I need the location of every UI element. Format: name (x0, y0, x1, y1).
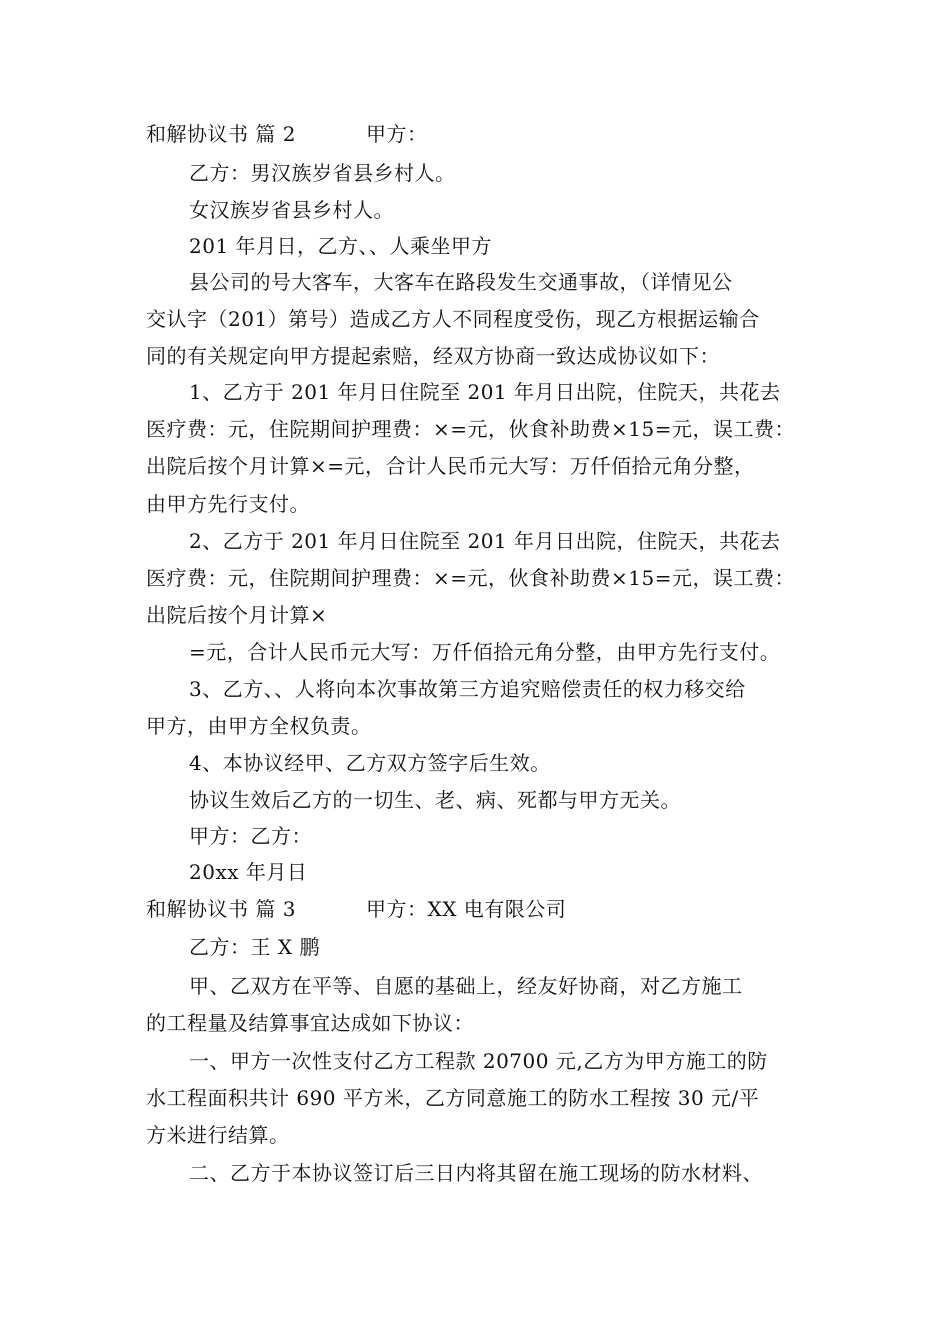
paragraph-line: 县公司的号大客车，大客车在路段发生交通事故，（详情见公 (189, 270, 733, 294)
paragraph-line: 出院后按个月计算×=元，合计人民币元大写：万仟佰拾元角分整， (146, 454, 755, 478)
clause-two: 二、乙方于本协议签订后三日内将其留在施工现场的防水材料、 (189, 1161, 763, 1185)
paragraph-line: 甲、乙双方在平等、自愿的基础上，经友好协商，对乙方施工 (189, 974, 743, 998)
paragraph-line: 方米进行结算。 (146, 1123, 290, 1147)
paragraph-line: 女汉族岁省县乡村人。 (189, 198, 394, 222)
paragraph-line: 201 年月日，乙方、、人乘坐甲方 (189, 234, 493, 258)
paragraph-line: 交认字（201）第号）造成乙方人不同程度受伤，现乙方根据运输合 (146, 307, 760, 331)
paragraph-line: =元，合计人民币元大写：万仟佰拾元角分整，由甲方先行支付。 (189, 640, 781, 664)
paragraph-line: 乙方：王 X 鹏 (189, 935, 320, 959)
signature-line: 甲方：乙方： (189, 824, 312, 848)
paragraph-line: 水工程面积共计 690 平方米，乙方同意施工的防水工程按 30 元/平 (146, 1086, 760, 1110)
clause-one: 一、甲方一次性支付乙方工程款 20700 元,乙方为甲方施工的防 (189, 1049, 768, 1073)
paragraph-line: 同的有关规定向甲方提起索赔，经双方协商一致达成协议如下： (146, 344, 720, 368)
paragraph-line: 由甲方先行支付。 (146, 492, 310, 516)
clause-3: 3、乙方、、人将向本次事故第三方追究赔偿责任的权力移交给 (189, 677, 746, 701)
clause-4: 4、本协议经甲、乙方双方签字后生效。 (189, 751, 551, 775)
clause-2: 2、乙方于 201 年月日住院至 201 年月日出院，住院天，共花去 (189, 529, 781, 553)
heading-title: 和解协议书 篇 2 (146, 122, 296, 146)
section-heading-2 (146, 116, 427, 153)
paragraph-line: 乙方：男汉族岁省县乡村人。 (189, 161, 456, 185)
heading-party-a: 甲方： (365, 122, 428, 146)
paragraph-line: 甲方，由甲方全权负责。 (146, 714, 372, 738)
paragraph-line: 出院后按个月计算× (146, 603, 328, 627)
date-line: 20xx 年月日 (189, 860, 308, 884)
heading-party-a: 甲方：XX 电有限公司 (365, 897, 567, 921)
paragraph-line: 的工程量及结算事宜达成如下协议： (146, 1011, 474, 1035)
clause-1: 1、乙方于 201 年月日住院至 201 年月日出院，住院天，共花去 (189, 380, 781, 404)
paragraph-line: 医疗费：元，住院期间护理费：×=元，伙食补助费×15=元，误工费： (146, 417, 795, 441)
section-heading-3 (146, 891, 566, 928)
heading-title: 和解协议书 篇 3 (146, 897, 296, 921)
paragraph-line: 协议生效后乙方的一切生、老、病、死都与甲方无关。 (189, 788, 681, 812)
paragraph-line: 医疗费：元，住院期间护理费：×=元，伙食补助费×15=元，误工费： (146, 566, 795, 590)
